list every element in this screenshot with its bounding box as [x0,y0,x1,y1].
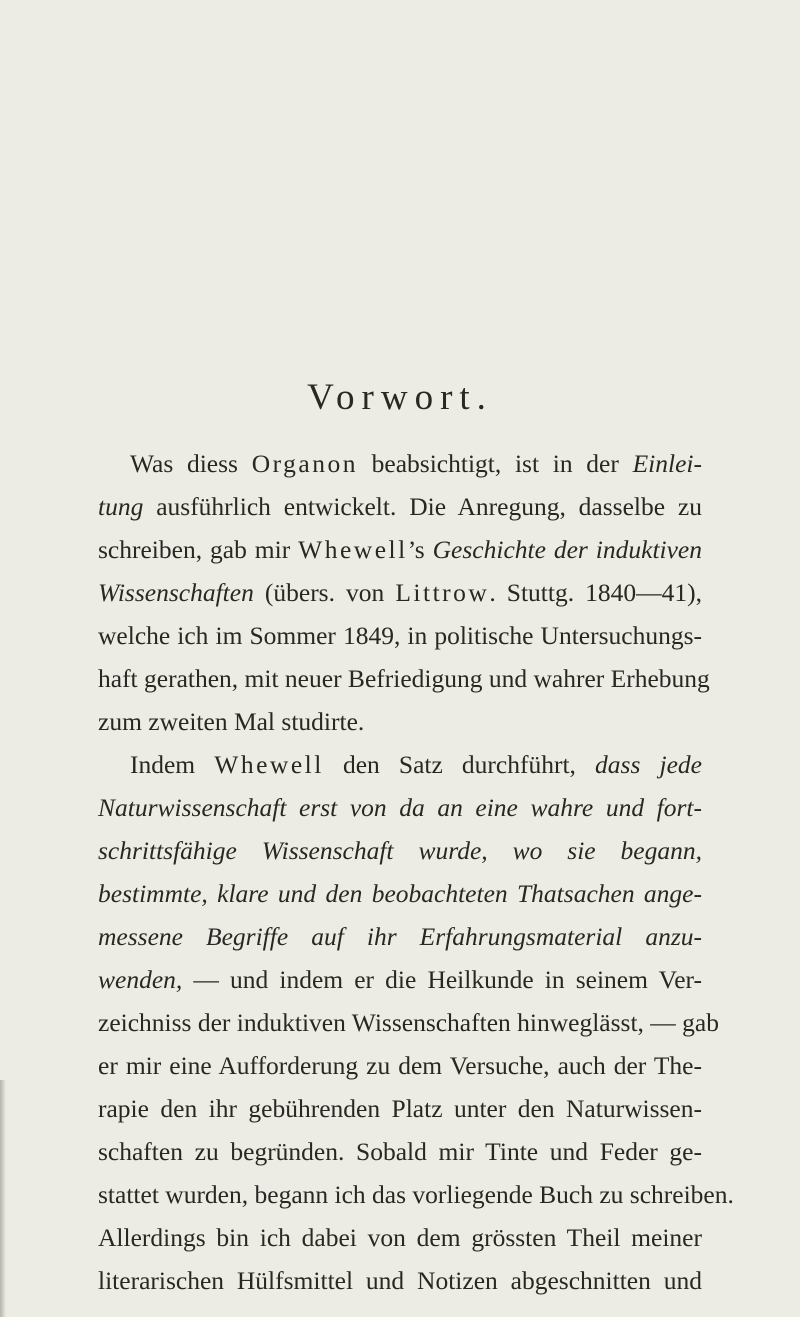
page-title: Vorwort. [307,377,493,418]
text-line: messene Begriffe auf ihr Erfahrungsmaterial anzu- [98,922,702,951]
text-line: Allerdings bin ich dabei von dem grössten Theil meiner [98,1223,702,1252]
page-edge-shadow [0,1080,6,1317]
text-line: rapie den ihr gebührenden Platz unter den Naturwissen- [98,1094,702,1123]
text-line: er mir eine Aufforderung zu dem Versuche, auch der The- [98,1051,702,1080]
text-line: haft gerathen, mit neuer Befriedigung und wahrer Erhebung [98,664,710,693]
text-line: zum zweiten Mal studirte. [98,707,365,736]
text-line: stattet wurden, begann ich das vorliegende Buch zu schreiben. [98,1180,734,1209]
text-line: schreiben, gab mir Whewell’s Geschichte der induktiven [98,535,703,564]
text-line: literarischen Hülfsmittel und Notizen abgeschnitten und [98,1266,702,1295]
text-line: Indem Whewell den Satz durchführt, dass jede [130,750,702,779]
text-line: zeichniss der induktiven Wissenschaften hinweglässt, — gab [98,1008,719,1037]
text-line: tung ausführlich entwickelt. Die Anregung, dasselbe zu [98,492,702,521]
text-line: bestimmte, klare und den beobachteten Thatsachen ange- [98,879,702,908]
text-line: Wissenschaften (übers. von Littrow. Stuttg. 1840—41), [98,578,702,607]
text-line: Was diess Organon beabsichtigt, ist in der Einlei- [130,449,702,478]
text-line: schaften zu begründen. Sobald mir Tinte und Feder ge- [98,1137,702,1166]
text-line: welche ich im Sommer 1849, in politische Untersuchungs- [98,621,702,650]
text-line: Naturwissenschaft erst von da an eine wahre und fort- [98,793,702,822]
text-line: schrittsfähige Wissenschaft wurde, wo sie begann, [98,836,702,865]
text-line: wenden, — und indem er die Heilkunde in seinem Ver- [98,965,702,994]
